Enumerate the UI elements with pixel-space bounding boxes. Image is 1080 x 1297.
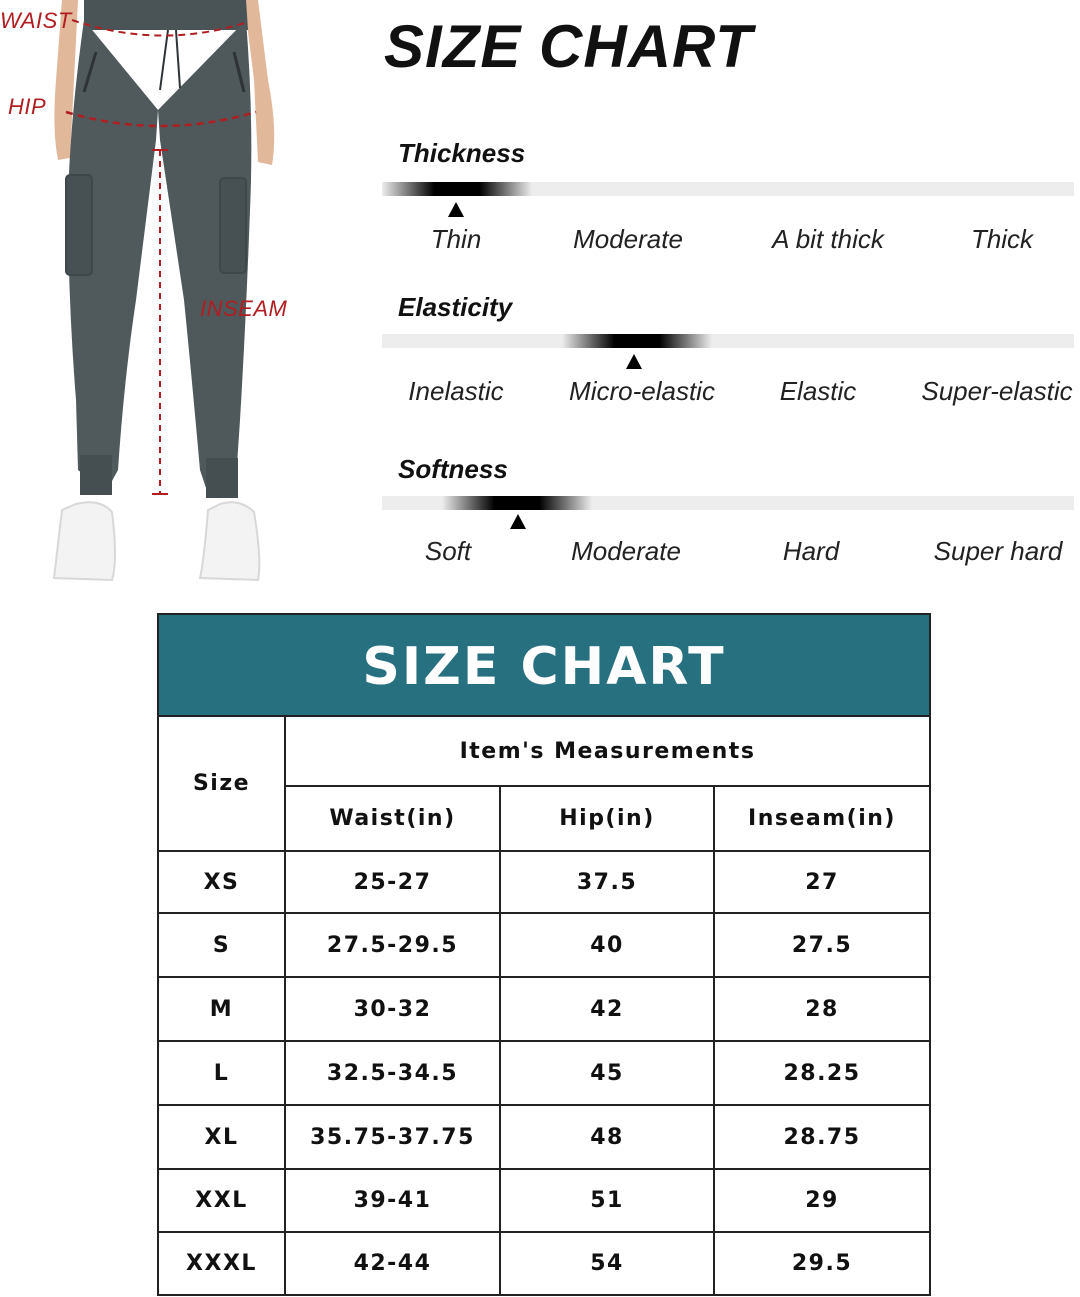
elasticity-option: Micro-elastic [569, 376, 715, 406]
size-cell: XXL [195, 1188, 248, 1213]
waist-cell: 39-41 [353, 1188, 432, 1213]
hip-cell: 37.5 [576, 869, 638, 895]
softness-option: Super hard [933, 536, 1063, 566]
hip-column-header: Hip(in) [559, 806, 655, 831]
elasticity-option: Super-elastic [921, 376, 1073, 406]
waist-cell: 32.5-34.5 [326, 1060, 459, 1086]
size-cell: S [212, 932, 231, 958]
hip-cell: 45 [590, 1060, 624, 1086]
waist-cell: 27.5-29.5 [326, 932, 459, 958]
waist-cell: 30-32 [353, 996, 432, 1022]
elasticity-option: Elastic [779, 376, 857, 406]
elasticity-bar [382, 334, 1074, 348]
inseam-cell: 29 [805, 1188, 839, 1213]
elasticity-title: Elasticity [398, 292, 513, 322]
waist-column-header: Waist(in) [329, 806, 456, 831]
size-table [157, 613, 931, 1296]
size-table-header [159, 615, 929, 717]
thickness-option: Moderate [573, 224, 683, 254]
softness-title: Softness [398, 454, 508, 484]
inseam-cell: 28 [805, 996, 839, 1022]
thickness-option: Thin [430, 224, 482, 254]
hip-label: HIP [8, 94, 47, 119]
measurements-group-header: Item's Measurements [459, 738, 756, 764]
thickness-option: A bit thick [772, 224, 884, 254]
softness-option: Soft [424, 536, 472, 566]
waist-cell: 42-44 [353, 1251, 432, 1276]
softness-selected-gradient [442, 496, 592, 510]
size-table-title: SIZE CHART [362, 637, 726, 697]
hip-cell: 48 [590, 1124, 624, 1150]
inseam-label: INSEAM [200, 296, 288, 321]
page-title: SIZE CHART [384, 13, 753, 80]
thickness-scale [380, 138, 1080, 268]
size-cell: XXXL [186, 1251, 257, 1276]
hip-cell: 42 [590, 996, 624, 1022]
softness-marker-icon [510, 514, 526, 529]
inseam-cell: 28.75 [783, 1124, 861, 1150]
elasticity-selected-gradient [562, 334, 712, 348]
softness-option: Moderate [571, 536, 681, 566]
inseam-cell: 27 [805, 869, 839, 895]
hip-cell: 40 [590, 932, 624, 958]
thickness-option: Thick [970, 224, 1034, 254]
model-figure [0, 0, 300, 600]
softness-scale [380, 454, 1080, 584]
waist-cell: 25-27 [353, 869, 432, 895]
elasticity-marker-icon [626, 354, 642, 369]
softness-bar [382, 496, 1074, 510]
size-cell: M [209, 996, 234, 1022]
thickness-selected-gradient [382, 182, 532, 196]
hip-cell: 54 [590, 1251, 624, 1276]
size-column-header: Size [192, 771, 251, 796]
inseam-cell: 27.5 [791, 932, 853, 958]
hip-cell: 51 [590, 1188, 624, 1213]
waist-label: WAIST [0, 8, 72, 33]
size-cell: L [213, 1060, 230, 1086]
inseam-cell: 29.5 [791, 1251, 853, 1276]
inseam-cell: 28.25 [783, 1060, 861, 1086]
elasticity-option: Inelastic [408, 376, 504, 406]
elasticity-scale [380, 292, 1080, 422]
thickness-marker-icon [448, 202, 464, 217]
waist-cell: 35.75-37.75 [310, 1124, 475, 1150]
thickness-title: Thickness [398, 138, 526, 168]
softness-option: Hard [782, 536, 840, 566]
inseam-column-header: Inseam(in) [748, 806, 896, 831]
size-cell: XL [204, 1124, 239, 1150]
thickness-bar [382, 182, 1074, 196]
size-cell: XS [203, 869, 240, 895]
